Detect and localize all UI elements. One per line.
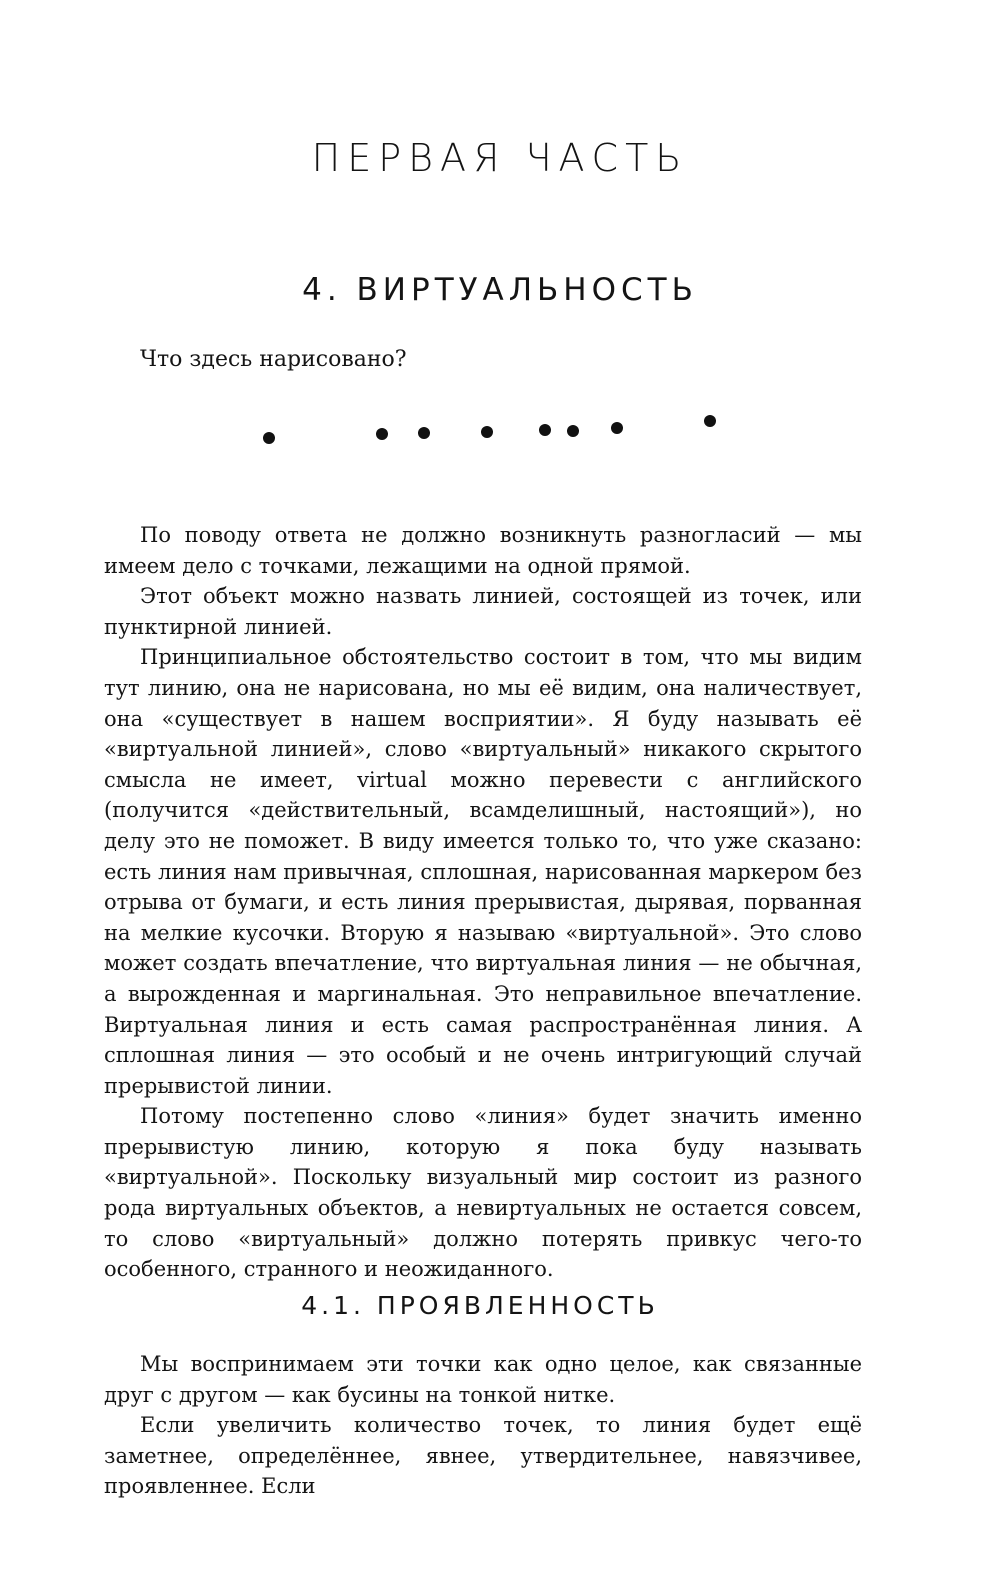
dot (704, 415, 716, 427)
dot (539, 424, 551, 436)
paragraph: Если увеличить количество точек, то линия будет ещё заметнее, определённее, явнее, утвердительнее, навязчивее, проявленнее. Если (104, 1413, 862, 1499)
dotted-line-figure (0, 395, 1000, 455)
dot (481, 426, 493, 438)
part-title: ПЕРВАЯ ЧАСТЬ (311, 136, 689, 180)
dot (418, 427, 430, 439)
chapter-body (104, 520, 862, 1285)
paragraph: Потому постепенно слово «линия» будет значить именно прерывистую линию, которую я пока буду называть «виртуальной». Поскольку визуальный мир состоит из разного рода виртуальных объектов, а невиртуальных не остается совсем, то слово «виртуальный» должно потерять привкус чего-то особенного, странного и неожиданного. (104, 1104, 862, 1282)
dot (376, 428, 388, 440)
section-body (104, 1349, 862, 1502)
dot (567, 425, 579, 437)
paragraph: Мы воспринимаем эти точки как одно целое, как связанные друг с другом — как бусины на тонкой нитке. (104, 1352, 862, 1407)
section-title: 4.1. ПРОЯВЛЕННОСТЬ (301, 1291, 659, 1320)
chapter-title: 4. ВИРТУАЛЬНОСТЬ (302, 272, 698, 308)
paragraph: По поводу ответа не должно возникнуть разногласий — мы имеем дело с точками, лежащими на одной прямой. (104, 523, 862, 578)
paragraph: Принципиальное обстоятельство состоит в том, что мы видим тут линию, она не нарисована, но мы её видим, она наличествует, она «существует в нашем восприятии». Я буду называть её «виртуальной линией», слово «виртуальный» никакого скрытого смысла не имеет, virtual можно перевести с английского (получится «действительный, всамделишный, настоящий»), но делу это не поможет. В виду имеется только то, что уже сказано: есть линия нам привычная, сплошная, нарисованная маркером без отрыва от бумаги, и есть линия прерывистая, дырявая, порванная на мелкие кусочки. Вторую я называю «виртуальной». Это слово может создать впечатление, что виртуальная линия — не обычная, а вырожденная и маргинальная. Это неправильное впечатление. Виртуальная линия и есть самая распространённая линия. А сплошная линия — это особый и не очень интригующий случай прерывистой линии. (104, 645, 862, 1098)
question-text: Что здесь нарисовано? (140, 347, 407, 372)
paragraph: Этот объект можно назвать линией, состоящей из точек, или пунктирной линией. (104, 584, 862, 639)
dot (611, 422, 623, 434)
dot (263, 432, 275, 444)
